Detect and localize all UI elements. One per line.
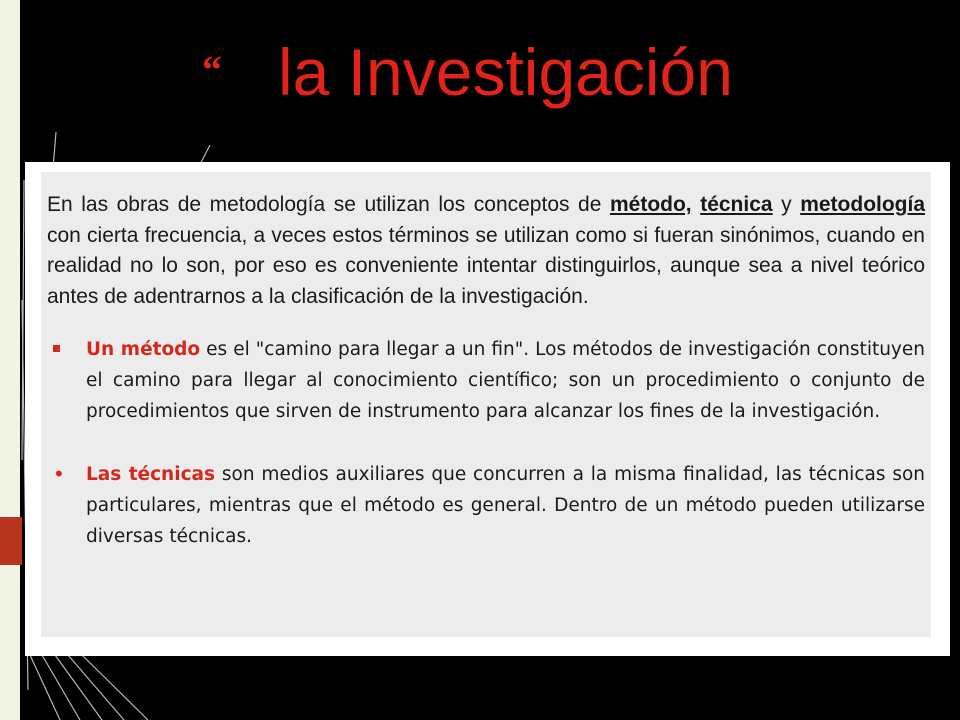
intro-text-1: En las obras de metodología se utilizan los conceptos de [47, 193, 610, 216]
square-bullet-icon [53, 345, 60, 352]
bullet-text: son medios auxiliares que concurren a la misma finalidad, las técnicas son particulares, mientras que el método es general. Dentro de un método pueden utilizarse diversas técnicas. [86, 464, 925, 547]
intro-text-3: y [772, 193, 801, 216]
intro-paragraph [47, 190, 925, 312]
term-metodo: método, [609, 193, 692, 216]
term-tecnica: técnica [700, 193, 773, 216]
list-item [47, 459, 925, 552]
quote-icon: “ [202, 47, 222, 92]
left-accent-strip [0, 0, 20, 720]
intro-text-2 [692, 193, 701, 216]
term-metodologia: metodología [800, 193, 926, 216]
definition-list [47, 334, 925, 552]
list-item [47, 334, 925, 427]
slide-title: la Investigación [278, 35, 733, 109]
content-panel [41, 172, 931, 637]
content-card [25, 162, 950, 656]
bullet-text: es el "camino para llegar a un fin". Los métodos de investigación constituyen el camino para llegar al conocimiento científico; son un procedimiento o conjunto de procedimientos que sirven de instrumento para alcanzar los fines de la investigación. [86, 339, 925, 422]
bullet-highlight: Las técnicas [86, 464, 216, 485]
red-accent-tab [0, 517, 22, 565]
dot-bullet-icon: • [53, 462, 65, 486]
bullet-highlight: Un método [86, 339, 201, 360]
intro-text-4: con cierta frecuencia, a veces estos términos se utilizan como si fueran sinónimos, cuando en realidad no lo son, por eso es conveniente intentar distinguirlos, aunque sea a nivel teórico antes de adentrarnos a la clasificación de la investigación. [47, 223, 925, 308]
